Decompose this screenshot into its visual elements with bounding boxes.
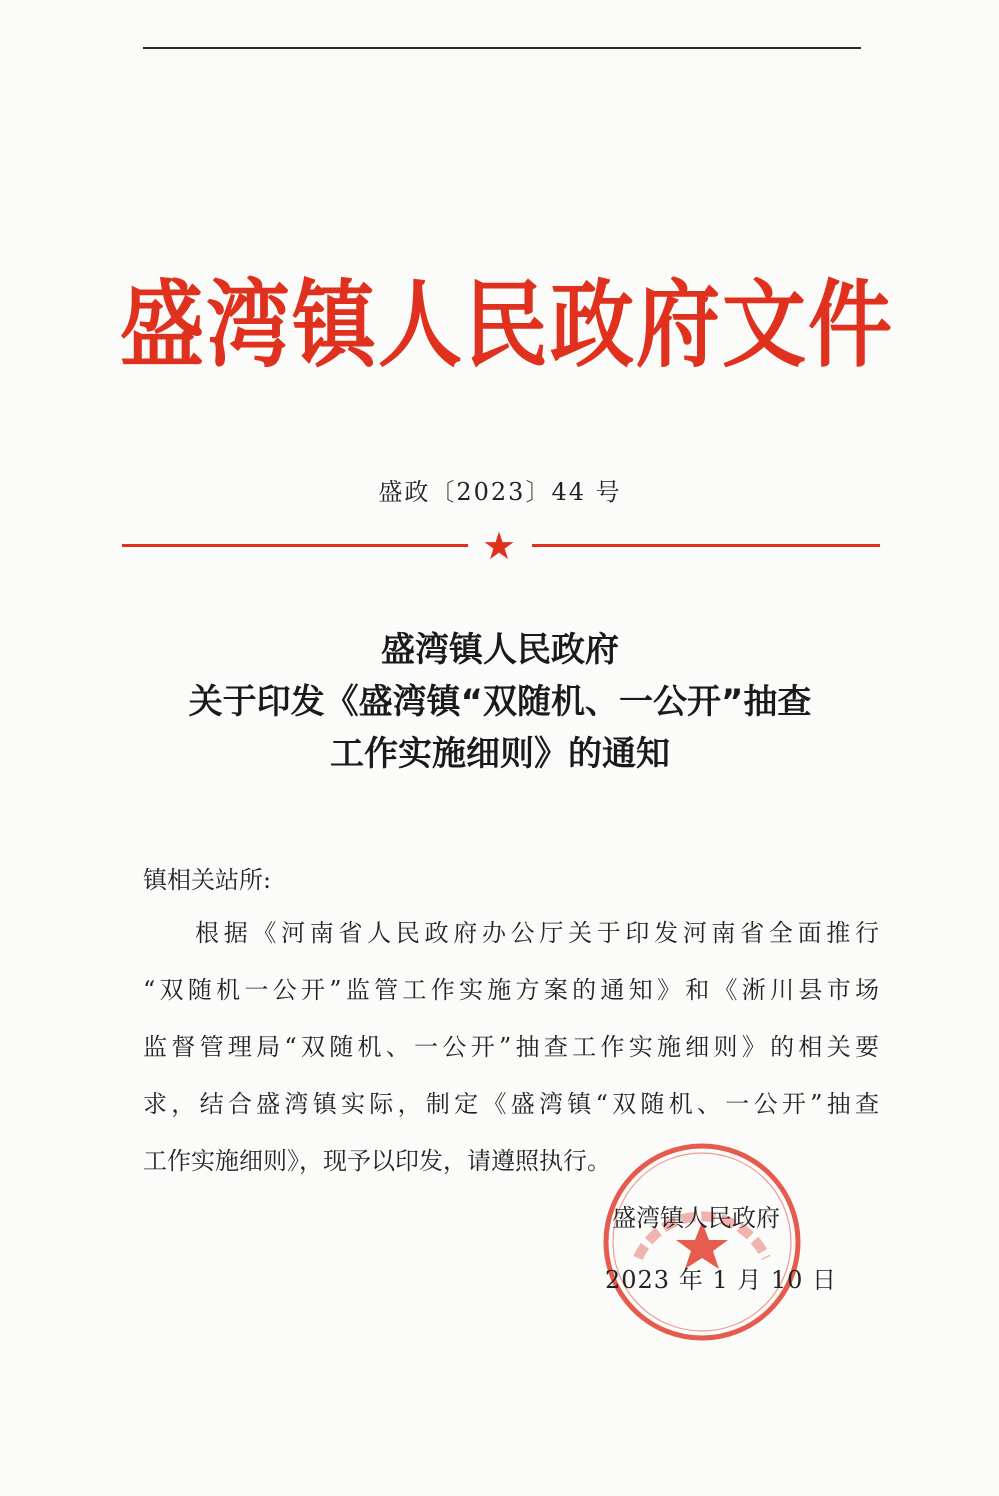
body-line: 求，结合盛湾镇实际，制定《盛湾镇“双随机、一公开”抽查 bbox=[143, 1090, 879, 1118]
notice-title bbox=[100, 624, 900, 780]
notice-title-line: 盛湾镇人民政府 bbox=[381, 630, 619, 670]
body-line: “双随机一公开”监管工作实施方案的通知》和《淅川县市场 bbox=[143, 976, 879, 1004]
body-line: 监督管理局“双随机、一公开”抽查工作实施细则》的相关要 bbox=[143, 1033, 879, 1061]
official-seal-icon bbox=[600, 1140, 805, 1345]
body-line: 工作实施细则》，现予以印发，请遵照执行。 bbox=[143, 1147, 611, 1175]
divider-line-left bbox=[122, 544, 468, 547]
issue-date: 2023 年 1 月 10 日 bbox=[605, 1266, 838, 1294]
body-line: 根据《河南省人民政府办公厅关于印发河南省全面推行 bbox=[195, 919, 879, 947]
addressee: 镇相关站所: bbox=[143, 866, 272, 894]
red-divider bbox=[122, 524, 880, 570]
issuer-header-title: 盛湾镇人民政府文件 bbox=[120, 270, 895, 380]
notice-title-line: 工作实施细则》的通知 bbox=[330, 734, 670, 774]
top-rule bbox=[143, 47, 861, 49]
notice-title-line: 关于印发《盛湾镇“双随机、一公开”抽查 bbox=[188, 682, 812, 722]
divider-line-right bbox=[532, 544, 880, 547]
document-number: 盛政〔2023〕44 号 bbox=[378, 478, 622, 506]
star-icon: ★ bbox=[481, 524, 517, 568]
signature-issuer: 盛湾镇人民政府 bbox=[612, 1204, 780, 1232]
